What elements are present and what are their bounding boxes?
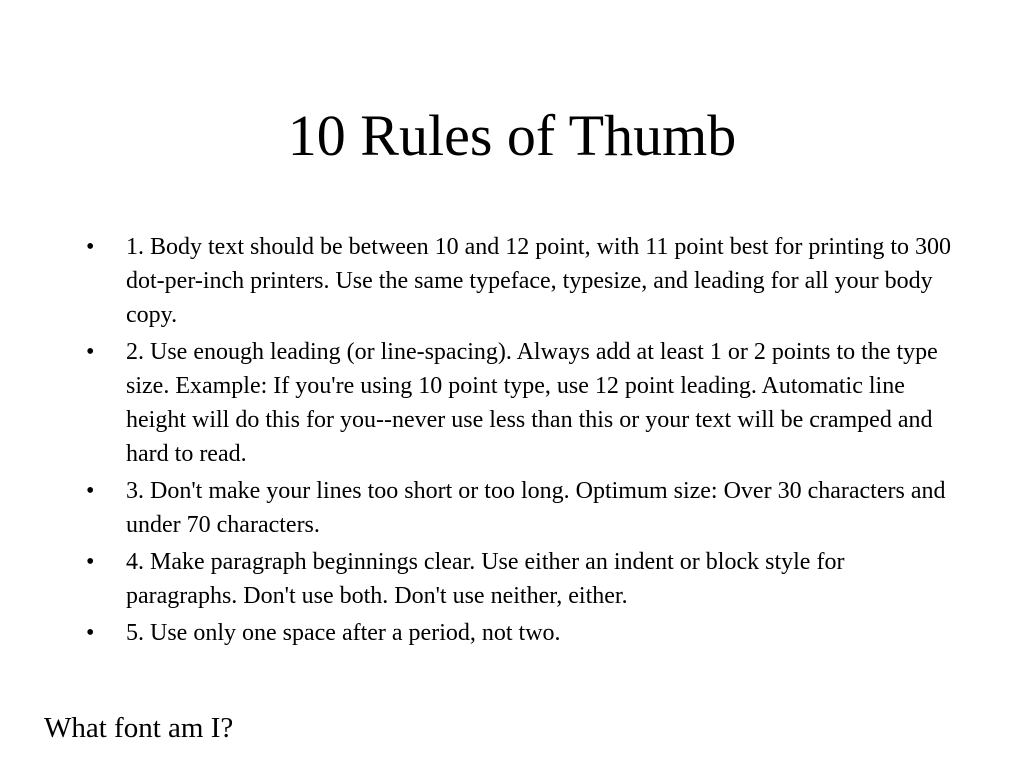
rule-item-3 <box>84 474 954 542</box>
bullet-icon: • <box>86 620 95 646</box>
bullet-icon: • <box>86 339 95 365</box>
bullet-icon: • <box>86 549 95 575</box>
slide-title: 10 Rules of Thumb <box>287 103 737 168</box>
rule-text: 5. Use only one space after a period, not two. <box>126 620 561 646</box>
rule-text: 2. Use enough leading (or line-spacing). Always add at least 1 or 2 points to the type size. Example: If you're using 10 point type, use 12 point leading. Automatic line height will do this for you--never use less than this or your text will be cramped and hard to read. <box>126 339 938 467</box>
rule-text: 1. Body text should be between 10 and 12 point, with 11 point best for printing to 300 dot-per-inch printers. Use the same typeface, typesize, and leading for all your body copy. <box>126 234 952 328</box>
bullet-icon: • <box>86 478 95 504</box>
rule-text: 3. Don't make your lines too short or too long. Optimum size: Over 30 characters and under 70 characters. <box>126 478 946 538</box>
rule-text: 4. Make paragraph beginnings clear. Use either an indent or block style for paragraphs. Don't use both. Don't use neither, either. <box>126 549 845 609</box>
bullet-icon: • <box>86 234 95 260</box>
rule-item-1 <box>84 230 954 332</box>
rules-list <box>84 230 954 653</box>
rule-item-4 <box>84 545 954 613</box>
rule-item-5 <box>84 616 954 650</box>
footer-question: What font am I? <box>44 712 234 744</box>
rule-item-2 <box>84 335 954 471</box>
